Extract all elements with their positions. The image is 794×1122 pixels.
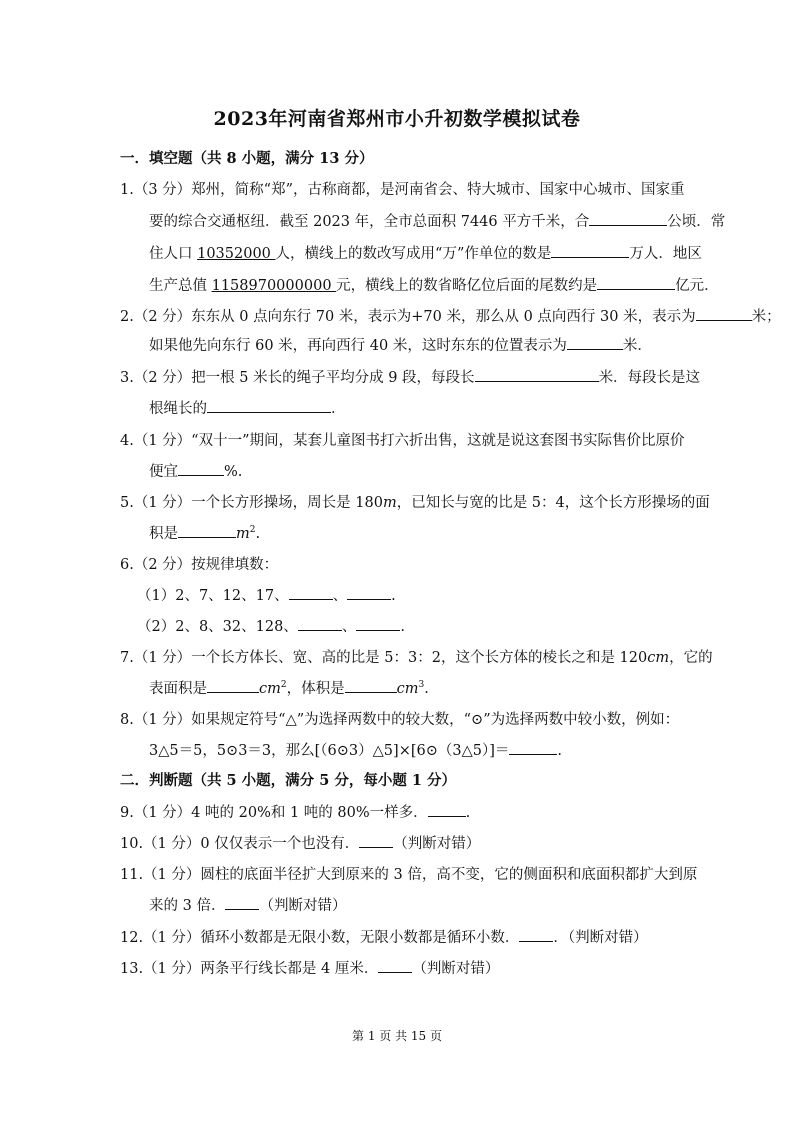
- q1-line-3: 住人口 10352000 人，横线上的数改写成用“万”作单位的数是 万人．地区: [149, 242, 702, 263]
- q7-line-1: 7.（1 分）一个长方体长、宽、高的比是 5：3：2，这个长方体的棱长之和是 120cm，它的: [120, 650, 713, 666]
- q9-line: 9.（1 分）4 吨的 20%和 1 吨的 80%一样多． .: [120, 801, 470, 822]
- answer-blank[interactable]: [696, 306, 752, 321]
- answer-blank[interactable]: [359, 833, 393, 848]
- q11-line-2: 来的 3 倍． （判断对错）: [149, 894, 346, 915]
- q12-line: 12.（1 分）循环小数都是无限小数，无限小数都是循环小数． ．（判断对错）: [120, 926, 648, 947]
- answer-blank[interactable]: [519, 927, 553, 942]
- q7-line-2: 表面积是 $cm^2$，体积是 $cm^3$.: [149, 677, 429, 698]
- answer-blank[interactable]: [178, 461, 224, 476]
- answer-blank[interactable]: [178, 523, 236, 538]
- answer-blank[interactable]: [589, 211, 667, 226]
- q1-line-4: 生产总值 1158970000000 元，横线上的数省略亿位后面的尾数约是 亿元．: [149, 274, 719, 295]
- q2-line-1: 2.（2 分）东东从 0 点向东行 70 米，表示为+70 米，那么从 0 点向西行 30 米，表示为 米；: [120, 305, 781, 326]
- q2-line-2: 如果他先向东行 60 米，再向西行 40 米，这时东东的位置表示为 米．: [149, 334, 652, 355]
- answer-blank[interactable]: [207, 398, 331, 413]
- answer-blank[interactable]: [475, 367, 599, 382]
- answer-blank[interactable]: [509, 740, 557, 755]
- q4-line-1: 4.（1 分）“双十一”期间，某套儿童图书打六折出售，这就是说这套图书实际售价比原价: [120, 433, 685, 449]
- answer-blank[interactable]: [428, 802, 466, 817]
- answer-blank[interactable]: [347, 585, 391, 600]
- q5-line-2: 积是 $m^2$.: [149, 522, 260, 543]
- q13-line: 13.（1 分）两条平行线长都是 4 厘米． （判断对错）: [120, 957, 499, 978]
- page-title: 2023年河南省郑州市小升初数学模拟试卷: [213, 108, 581, 130]
- q6-line-3: （2）2、8、32、128、 、 .: [137, 615, 405, 636]
- q6-line-1: 6.（2 分）按规律填数：: [120, 557, 279, 573]
- answer-blank[interactable]: [551, 243, 629, 258]
- q4-line-2: 便宜 %.: [149, 460, 242, 481]
- q1-line-2: 要的综合交通枢纽．截至 2023 年，全市总面积 7446 平方千米，合 公顷．常: [149, 210, 725, 231]
- answer-blank[interactable]: [356, 616, 400, 631]
- q8-line-2: 3△5＝5，5⊙3＝3，那么[（6⊙3）△5]×[6⊙（3△5）]＝ .: [149, 739, 562, 760]
- q6-line-2: （1）2、7、12、17、 、 .: [137, 584, 396, 605]
- page-footer: 第 1 页 共 15 页: [352, 1029, 442, 1043]
- answer-blank[interactable]: [207, 678, 259, 693]
- underlined-number: 1158970000000: [211, 278, 337, 294]
- underlined-number: 10352000: [197, 246, 276, 262]
- section-heading-fill-in: 一．填空题（共 8 小题，满分 13 分）: [120, 150, 374, 167]
- answer-blank[interactable]: [298, 616, 342, 631]
- q10-line: 10.（1 分）0 仅仅表示一个也没有． （判断对错）: [120, 832, 480, 853]
- answer-blank[interactable]: [378, 958, 412, 973]
- q1-line-1: 1.（3 分）郑州，简称“郑”，古称商都，是河南省会、特大城市、国家中心城市、国家重: [120, 182, 685, 198]
- answer-blank[interactable]: [597, 275, 675, 290]
- q5-line-1: 5.（1 分）一个长方形操场，周长是 180m，已知长与宽的比是 5：4，这个长方形操场的面: [120, 495, 710, 511]
- answer-blank[interactable]: [345, 678, 397, 693]
- q3-line-2: 根绳长的 ．: [149, 397, 346, 418]
- answer-blank[interactable]: [289, 585, 333, 600]
- q11-line-1: 11.（1 分）圆柱的底面半径扩大到原来的 3 倍，高不变，它的侧面积和底面积都扩大到原: [120, 867, 698, 883]
- answer-blank[interactable]: [567, 335, 623, 350]
- q3-line-1: 3.（2 分）把一根 5 米长的绳子平均分成 9 段，每段长 米．每段长是这: [120, 366, 700, 387]
- q8-line-1: 8.（1 分）如果规定符号“△”为选择两数中的较大数，“⊙”为选择两数中较小数，例如：: [120, 712, 680, 728]
- answer-blank[interactable]: [225, 895, 259, 910]
- section-heading-true-false: 二．判断题（共 5 小题，满分 5 分，每小题 1 分）: [120, 772, 457, 789]
